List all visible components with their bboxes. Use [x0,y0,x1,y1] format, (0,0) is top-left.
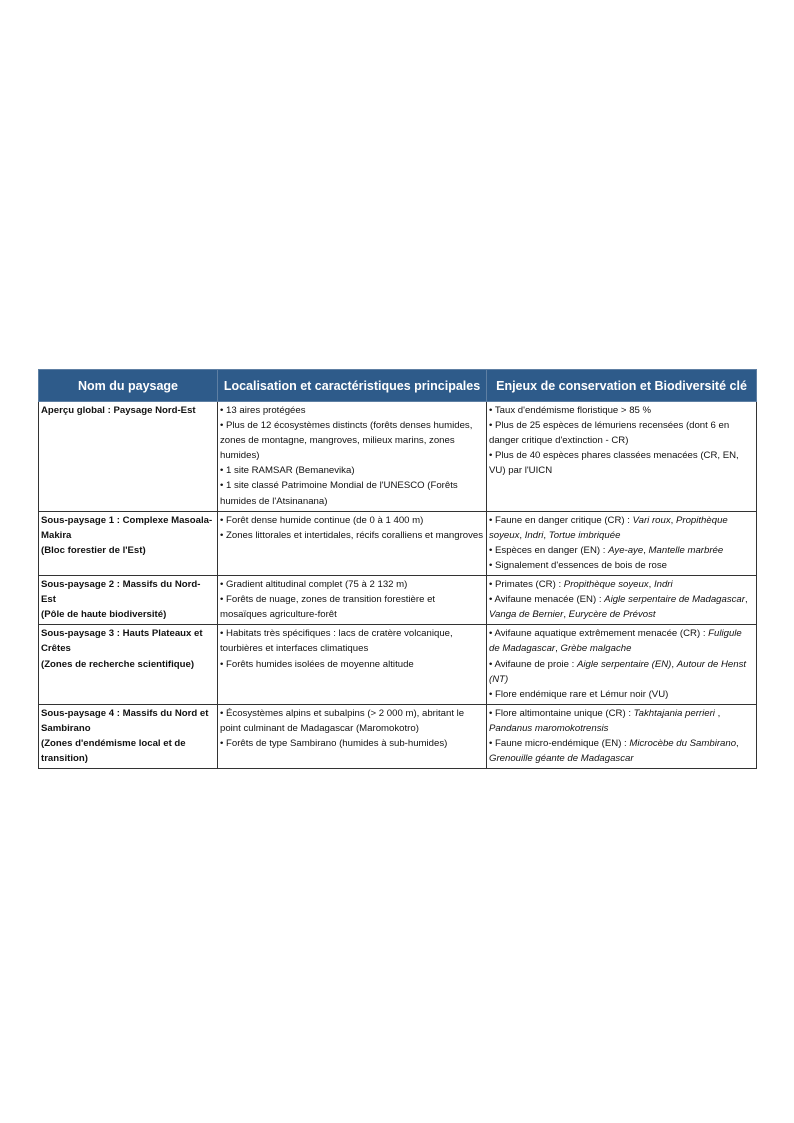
enjeux-text: , [744,594,748,606]
enjeux-cell [487,402,757,512]
enjeux-cell [487,576,757,625]
localisation-bullet: • Plus de 12 écosystèmes distincts (forêts denses humides, zones de montagne, mangroves, milieux marins, zones humides) [220,420,473,462]
enjeux-cell [487,625,757,704]
enjeux-text: • Taux d'endémisme floristique > 85 % [489,405,652,416]
enjeux-bullet [489,577,754,592]
header-nom-du-paysage: Nom du paysage [39,370,218,402]
enjeux-text: , [671,658,677,670]
localisation-bullet: • Forêt dense humide continue (de 0 à 1 400 m) [220,514,424,526]
localisation-bullet: • Forêts de nuage, zones de transition forestière et mosaïques agriculture-forêt [220,594,436,621]
landscape-name-line: (Bloc forestier de l'Est) [41,544,146,556]
species-name: Grenouille géante de Madagascar [489,753,634,765]
enjeux-text: • Primates (CR) : [489,579,564,591]
enjeux-text: , [555,643,561,655]
localisation-bullet: • Forêts humides isolées de moyenne altitude [220,658,414,670]
landscape-name-line: (Zones d'endémisme local et de transition) [41,737,186,765]
enjeux-bullet [489,592,754,622]
enjeux-text: • Signalement d'essences de bois de rose [489,559,667,571]
localisation-cell [218,704,487,768]
localisation-bullet: • Écosystèmes alpins et subalpins (> 2 000 m), abritant le point culminant de Madagascar (Maromokotro) [220,707,465,734]
table-row [39,704,757,768]
species-name: Microcèbe du Sambirano [629,737,737,749]
enjeux-bullet [489,448,754,478]
enjeux-text: • Flore endémique rare et Lémur noir (VU) [489,688,669,700]
species-name: Fuligule de Madagascar [489,628,742,655]
species-name: Takhtajania perrieri [633,707,715,719]
enjeux-text: • Flore altimontaine unique (CR) : [489,707,634,719]
localisation-bullet: • 1 site classé Patrimoine Mondial de l'UNESCO (Forêts humides de l'Atsinanana) [220,480,458,507]
enjeux-text: , [736,737,739,749]
species-name: Propithèque soyeux [563,579,649,591]
species-name: Vanga de Bernier [489,609,564,621]
landscape-name-line: Sous-paysage 4 : Massifs du Nord et Sambirano [41,707,209,734]
header-enjeux: Enjeux de conservation et Biodiversité clé [487,370,757,402]
species-name: Vari roux [632,514,671,526]
enjeux-text: • Faune micro-endémique (EN) : [489,737,630,749]
localisation-bullet: • Zones littorales et intertidales, récifs coralliens et mangroves [220,529,484,541]
enjeux-bullet [489,687,754,702]
table-row [39,402,757,512]
enjeux-bullet [489,736,754,766]
landscape-name-cell [39,704,218,768]
enjeux-text: • Plus de 25 espèces de lémuriens recensées (dont 6 en danger critique d'extinction - CR) [489,420,730,447]
header-row [39,370,757,402]
enjeux-text: • Avifaune menacée (EN) : [489,594,605,606]
enjeux-text: , [519,529,525,541]
localisation-cell [218,625,487,704]
table-body [39,402,757,769]
landscape-name-cell [39,576,218,625]
species-name: Eurycère de Prévost [568,609,656,621]
landscape-name-cell [39,511,218,575]
enjeux-text: • Avifaune aquatique extrêmement menacée (CR) : [489,628,709,640]
table-row [39,625,757,704]
landscape-name-line: Sous-paysage 3 : Hauts Plateaux et Crêtes [41,628,203,655]
species-name: Aye-aye [608,544,644,556]
species-name: Aigle serpentaire de Madagascar [604,594,745,606]
enjeux-bullet [489,543,754,558]
enjeux-bullet [489,418,754,448]
enjeux-cell [487,511,757,575]
localisation-cell [218,402,487,512]
landscape-name-line: (Zones de recherche scientifique) [41,658,195,670]
enjeux-text: , [543,529,549,541]
localisation-cell [218,576,487,625]
localisation-bullet: • Habitats très spécifiques : lacs de cratère volcanique, tourbières et interfaces climatiques [220,628,453,655]
enjeux-bullet [489,657,754,687]
enjeux-text: , [670,514,676,526]
species-name: Indri [653,579,673,591]
enjeux-text: • Plus de 40 espèces phares classées menacées (CR, EN, VU) par l'UICN [489,450,739,477]
header-localisation: Localisation et caractéristiques principales [218,370,487,402]
landscape-name-line: Sous-paysage 1 : Complexe Masoala-Makira [41,514,213,541]
species-name: Autour de Henst (NT) [489,658,747,685]
landscape-name-cell [39,625,218,704]
enjeux-bullet [489,706,754,736]
enjeux-text: • Faune en danger critique (CR) : [489,514,633,526]
species-name: Aigle serpentaire (EN) [577,658,672,670]
localisation-bullet: • Gradient altitudinal complet (75 à 2 132 m) [220,579,408,591]
localisation-bullet: • 13 aires protégées [220,405,306,416]
enjeux-bullet [489,513,754,543]
landscape-name-line: Sous-paysage 2 : Massifs du Nord-Est [41,579,201,606]
species-name: Tortue imbriquée [548,529,621,541]
enjeux-text: • Avifaune de proie : [489,658,577,670]
enjeux-text: , [643,544,649,556]
species-name: Propithèque soyeux [489,514,728,541]
table-header [39,370,757,402]
landscape-name-line: (Pôle de haute biodiversité) [41,609,167,621]
species-name: Indri [524,529,544,541]
landscape-name-line: Aperçu global : Paysage Nord-Est [41,405,196,416]
enjeux-text: , [563,609,569,621]
table-row [39,576,757,625]
species-name: Mantelle marbrée [648,544,724,556]
table-row [39,511,757,575]
enjeux-text: , [648,579,654,591]
localisation-bullet: • 1 site RAMSAR (Bemanevika) [220,465,355,477]
localisation-cell [218,511,487,575]
landscape-table [38,369,757,769]
enjeux-bullet [489,626,754,656]
enjeux-bullet [489,558,754,573]
enjeux-cell [487,704,757,768]
enjeux-bullet [489,403,754,418]
species-name: Grèbe malgache [560,643,632,655]
species-name: Pandanus maromokotrensis [489,722,609,734]
enjeux-text: • Espèces en danger (EN) : [489,544,609,556]
landscape-name-cell [39,402,218,512]
localisation-bullet: • Forêts de type Sambirano (humides à sub-humides) [220,737,448,749]
enjeux-text: , [714,707,721,719]
